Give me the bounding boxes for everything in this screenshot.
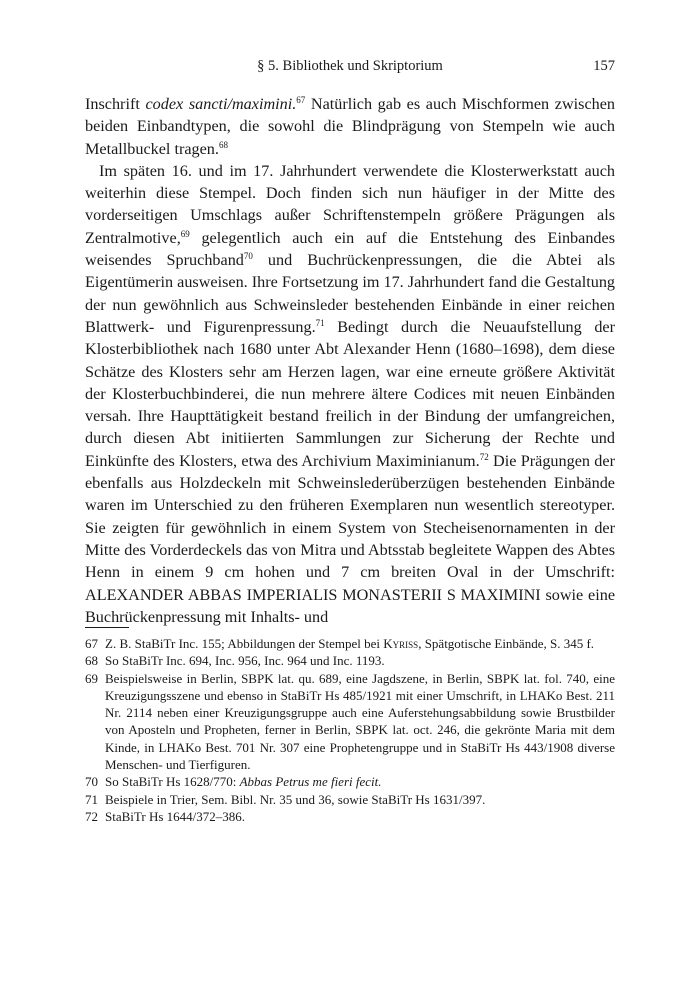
page-number: 157 bbox=[593, 58, 615, 74]
footnote-text: Z. B. StaBiTr Inc. 155; Abbildungen der Stempel bei bbox=[105, 636, 384, 651]
italic-run: codex sancti/maximini. bbox=[145, 95, 297, 113]
footnotes bbox=[85, 635, 615, 825]
paragraph-1 bbox=[85, 93, 615, 160]
footnote-ref-68[interactable]: 68 bbox=[218, 139, 228, 150]
footnote-68 bbox=[85, 652, 615, 669]
footnote-71 bbox=[85, 791, 615, 808]
page-header bbox=[85, 58, 615, 82]
footnote-text: , Spätgotische Einbände, S. 345 f. bbox=[418, 636, 595, 651]
footnote-text: So StaBiTr Inc. 694, Inc. 956, Inc. 964 und Inc. 1193. bbox=[105, 653, 385, 669]
footnote-69 bbox=[85, 670, 615, 774]
text-run: Bedingt durch die Neuaufstellung der Klosterbibliothek nach 1680 unter Abt Alexander Henn (1680–1698), dem diese Schätze des Klosters sehr am Herzen lagen, war eine erneute größere Aktivität der Klosterbuchbinderei, die nun mehrere ältere Codices mit neuen Einbänden versah. Ihre Haupttätigkeit bestand freilich in der Bindung der umfangreichen, durch diesen Abt initiierten Sammlungen zur Sicherung der Rechte und Einkünfte des Klosters, etwa des Archivium Maximinianum. bbox=[85, 317, 615, 470]
footnote-text: Beispiele in Trier, Sem. Bibl. Nr. 35 und 36, sowie StaBiTr Hs 1631/397. bbox=[105, 791, 486, 807]
footnote-text: So StaBiTr Hs 1628/770: bbox=[105, 774, 240, 790]
main-text bbox=[85, 93, 615, 628]
paragraph-2 bbox=[85, 160, 615, 628]
footnote-italic: Abbas Petrus me fieri fecit. bbox=[239, 774, 382, 790]
footnote-number: 68 bbox=[85, 653, 98, 669]
text-run: und Buchrückenpressungen, die die Abtei als Eigentümerin ausweisen. Ihre Fortsetzung im 17. Jahrhundert fand die Gestaltung der nun gewöhnlich aus Schweinsleder bestehenden Einbände in einer reichen Blattwerk- und Figurenpressung. bbox=[85, 251, 616, 336]
footnote-number: 70 bbox=[85, 774, 98, 790]
footnote-number: 67 bbox=[85, 636, 98, 651]
text-run: gelegentlich auch ein auf die Entstehung des Einbandes weisendes Spruchband bbox=[85, 228, 615, 270]
text-run: Im späten 16. und im 17. Jahrhundert verwendete die Klosterwerkstatt auch weiterhin diese Stempel. Doch finden sich nun häufiger in der Mitte des vorderseitigen Umschlags außer Schriftenstempeln größere Prägungen als Zentralmotive, bbox=[85, 161, 615, 247]
footnote-number: 69 bbox=[85, 670, 98, 686]
text-run: Natürlich gab es auch Mischformen zwischen beiden Einbandtypen, die sowohl die Blindprägung von Stempeln wie auch Metallbuckel tragen. bbox=[85, 95, 615, 158]
text-run: Die Prägungen der ebenfalls aus Holzdeckeln mit Schweinslederüberzügen bestehenden Einbände waren im Unterschied zu den früheren Exemplaren nun wesentlich stereotyper. Sie zeigten für gewöhnlich in einem System von Stecheisenornamenten in der Mitte des Vorderdeckels das von Mitra und Abtsstab begleitete Wappen des Abtes Henn in einem 9 cm hohen und 7 cm breiten Oval in der Umschrift: ALEXANDER ABBAS IMPERIALIS MONASTERII S MAXIMINI sowie eine Buchrückenpressung mit Inhalts- und bbox=[85, 451, 615, 626]
running-title: § 5. Bibliothek und Skriptorium bbox=[257, 58, 443, 74]
footnote-separator bbox=[85, 627, 129, 628]
footnote-ref-69[interactable]: 69 bbox=[180, 228, 190, 239]
footnote-ref-71[interactable]: 71 bbox=[315, 317, 325, 328]
footnote-ref-67[interactable]: 67 bbox=[296, 95, 306, 105]
footnote-ref-72[interactable]: 72 bbox=[479, 451, 489, 462]
footnote-ref-70[interactable]: 70 bbox=[243, 251, 253, 262]
footnote-72 bbox=[85, 808, 615, 825]
author-smallcaps: Kyriss bbox=[383, 636, 419, 651]
footnote-70 bbox=[85, 773, 615, 790]
text-run: Inschrift bbox=[85, 95, 146, 113]
footnote-67 bbox=[85, 635, 615, 652]
footnote-text: StaBiTr Hs 1644/372–386. bbox=[105, 808, 246, 824]
footnote-number: 72 bbox=[85, 808, 98, 824]
footnote-number: 71 bbox=[85, 791, 98, 807]
footnote-text: Beispielsweise in Berlin, SBPK lat. qu. 689, eine Jagdszene, in Berlin, SBPK lat. fol. 740, eine Kreuzigungsszene und ebenso in StaBiTr Hs 485/1921 mit einer Umschrift, in LHAKo Best. 211 Nr. 2114 neben einer Kreuzigungsgruppe auch eine Auferstehungsabbildung sowie Brustbilder von Aposteln und Propheten, ferner in Berlin, SBPK lat. oct. 246, die gekrönte Maria mit dem Kinde, in LHAKo Best. 701 Nr. 307 eine Prophetengruppe und in StaBiTr Hs 443/1908 diverse Menschen- und Tierfiguren. bbox=[105, 670, 615, 773]
